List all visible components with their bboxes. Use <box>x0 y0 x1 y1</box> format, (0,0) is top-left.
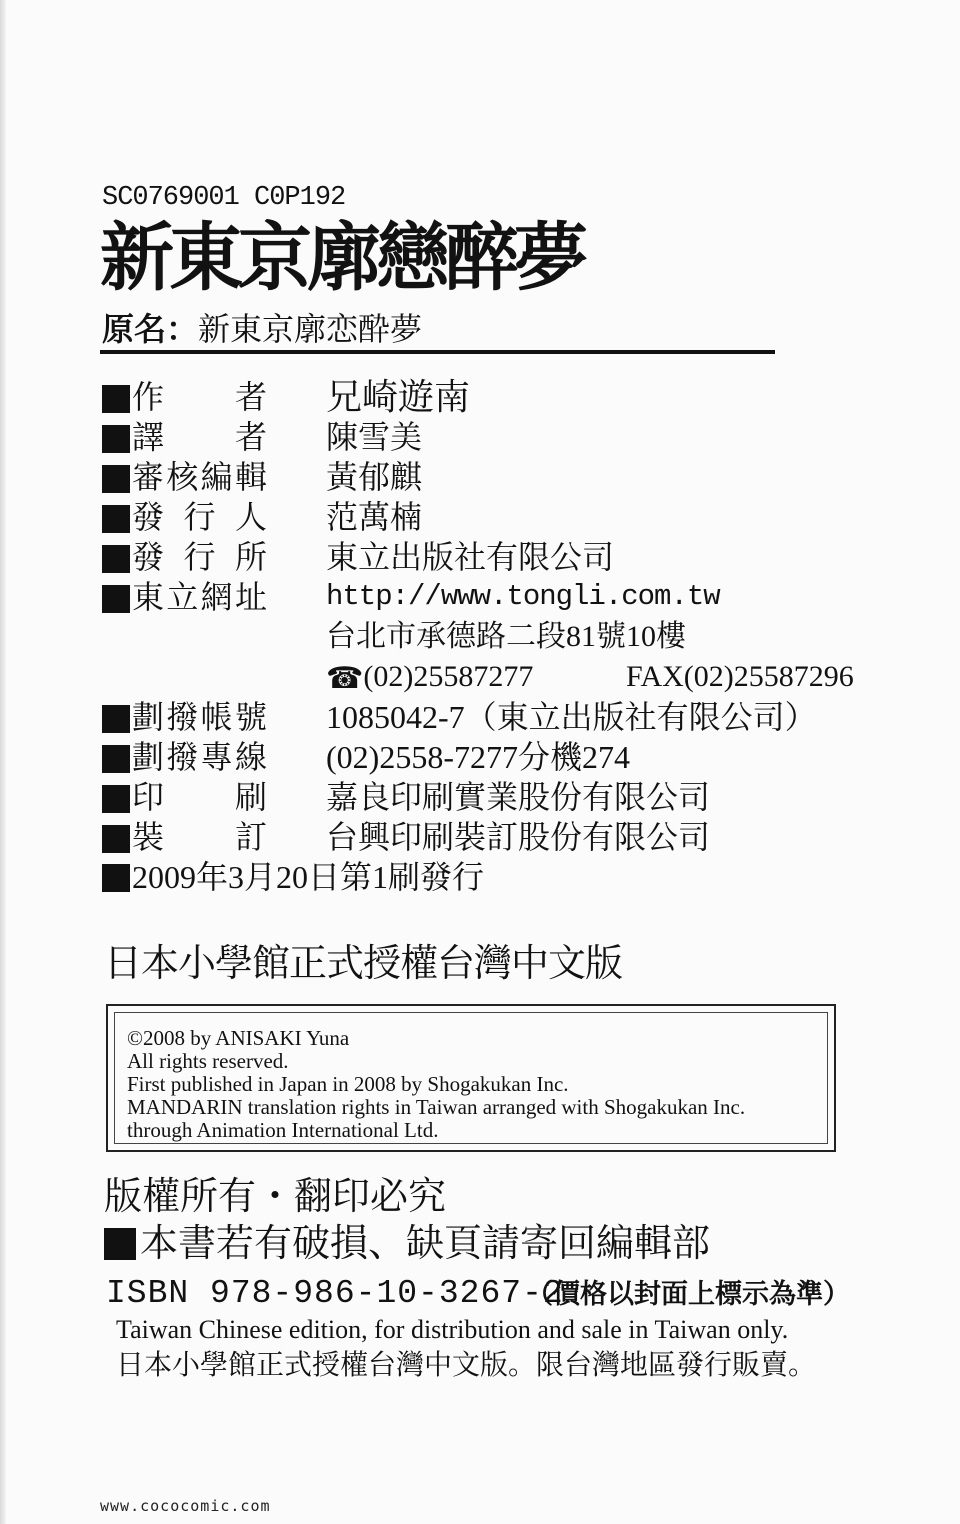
copyright-line: All rights reserved. <box>127 1049 289 1073</box>
info-label-website: 東立網址 <box>132 579 267 615</box>
black-square-icon <box>102 505 130 533</box>
info-value-postal-account: 1085042-7（東立出版社有限公司） <box>326 699 817 735</box>
copyright-line: through Animation International Ltd. <box>127 1118 439 1142</box>
license-heading: 日本小學館正式授權台灣中文版 <box>104 943 623 985</box>
distribution-note-chinese: 日本小學館正式授權台灣中文版。限台灣地區發行販賣。 <box>116 1350 817 1381</box>
info-label-editor: 審核編輯 <box>132 459 267 495</box>
rights-reserved-line: 版權所有・翻印必究 <box>104 1176 447 1218</box>
website-link[interactable]: http://www.tongli.com.tw <box>326 580 720 613</box>
site-watermark: www.cococomic.com <box>100 1497 271 1515</box>
info-value-publisher-person: 范萬楠 <box>326 499 423 535</box>
black-square-icon <box>102 705 130 733</box>
damage-notice-row <box>104 1222 710 1266</box>
black-square-icon <box>102 825 130 853</box>
distribution-note-english: Taiwan Chinese edition, for distribution and sale in Taiwan only. <box>116 1315 789 1344</box>
info-value-publisher: 東立出版社有限公司 <box>326 539 615 575</box>
original-title-row <box>102 313 422 345</box>
page-edge <box>0 0 6 1524</box>
info-label-author: 作者 <box>132 379 267 415</box>
black-square-icon <box>102 465 130 493</box>
phone-line <box>326 658 854 698</box>
original-title-label: 原名： <box>102 311 199 347</box>
phone-number: (02)25587277 <box>363 660 534 693</box>
copyright-line: MANDARIN translation rights in Taiwan arranged with Shogakukan Inc. <box>127 1095 746 1119</box>
original-title-value: 新東京廓恋酔夢 <box>198 311 423 347</box>
address-line: 台北市承德路二段81號10樓 <box>326 620 686 653</box>
black-square-icon <box>102 385 130 413</box>
info-label-binder: 裝訂 <box>132 819 267 855</box>
info-label-printer: 印刷 <box>132 779 267 815</box>
telephone-icon: ☎ <box>326 661 364 696</box>
copyright-box-inner <box>114 1012 828 1144</box>
info-value-editor: 黃郁麒 <box>326 459 423 495</box>
publication-date-row <box>102 858 484 896</box>
damage-notice: 本書若有破損、缺頁請寄回編輯部 <box>140 1223 711 1265</box>
price-note: （價格以封面上標示為準） <box>526 1279 850 1309</box>
isbn-number: ISBN 978-986-10-3267-2 <box>106 1275 564 1312</box>
info-label-postal-hotline: 劃撥專線 <box>132 739 267 775</box>
book-title: 新東京廓戀醉夢 <box>100 218 583 300</box>
publication-date: 2009年3月20日第1刷發行 <box>132 859 485 895</box>
isbn-row <box>106 1272 866 1316</box>
black-square-icon <box>102 585 130 613</box>
copyright-line: First published in Japan in 2008 by Shogakukan Inc. <box>127 1072 569 1096</box>
info-label-publisher-person: 發行人 <box>132 499 267 535</box>
info-label-publisher: 發行所 <box>132 539 267 575</box>
copyright-box <box>106 1004 836 1152</box>
info-value-binder: 台興印刷裝訂股份有限公司 <box>326 819 711 855</box>
black-square-icon <box>102 545 130 573</box>
black-square-icon <box>102 425 130 453</box>
fax-number: FAX(02)25587296 <box>626 660 854 693</box>
black-square-icon <box>102 785 130 813</box>
catalog-codes: SC0769001 C0P192 <box>102 183 346 213</box>
black-square-icon <box>102 864 130 892</box>
title-divider <box>100 350 775 354</box>
info-value-translator: 陳雪美 <box>326 419 423 455</box>
info-label-translator: 譯者 <box>132 419 267 455</box>
copyright-line: ©2008 by ANISAKI Yuna <box>127 1026 350 1050</box>
black-square-icon <box>102 745 130 773</box>
info-value-postal-hotline: (02)2558-7277分機274 <box>326 739 630 775</box>
info-value-author: 兄崎遊南 <box>326 377 471 417</box>
info-value-printer: 嘉良印刷實業股份有限公司 <box>326 779 711 815</box>
info-label-postal-account: 劃撥帳號 <box>132 699 267 735</box>
black-square-icon <box>104 1228 136 1260</box>
